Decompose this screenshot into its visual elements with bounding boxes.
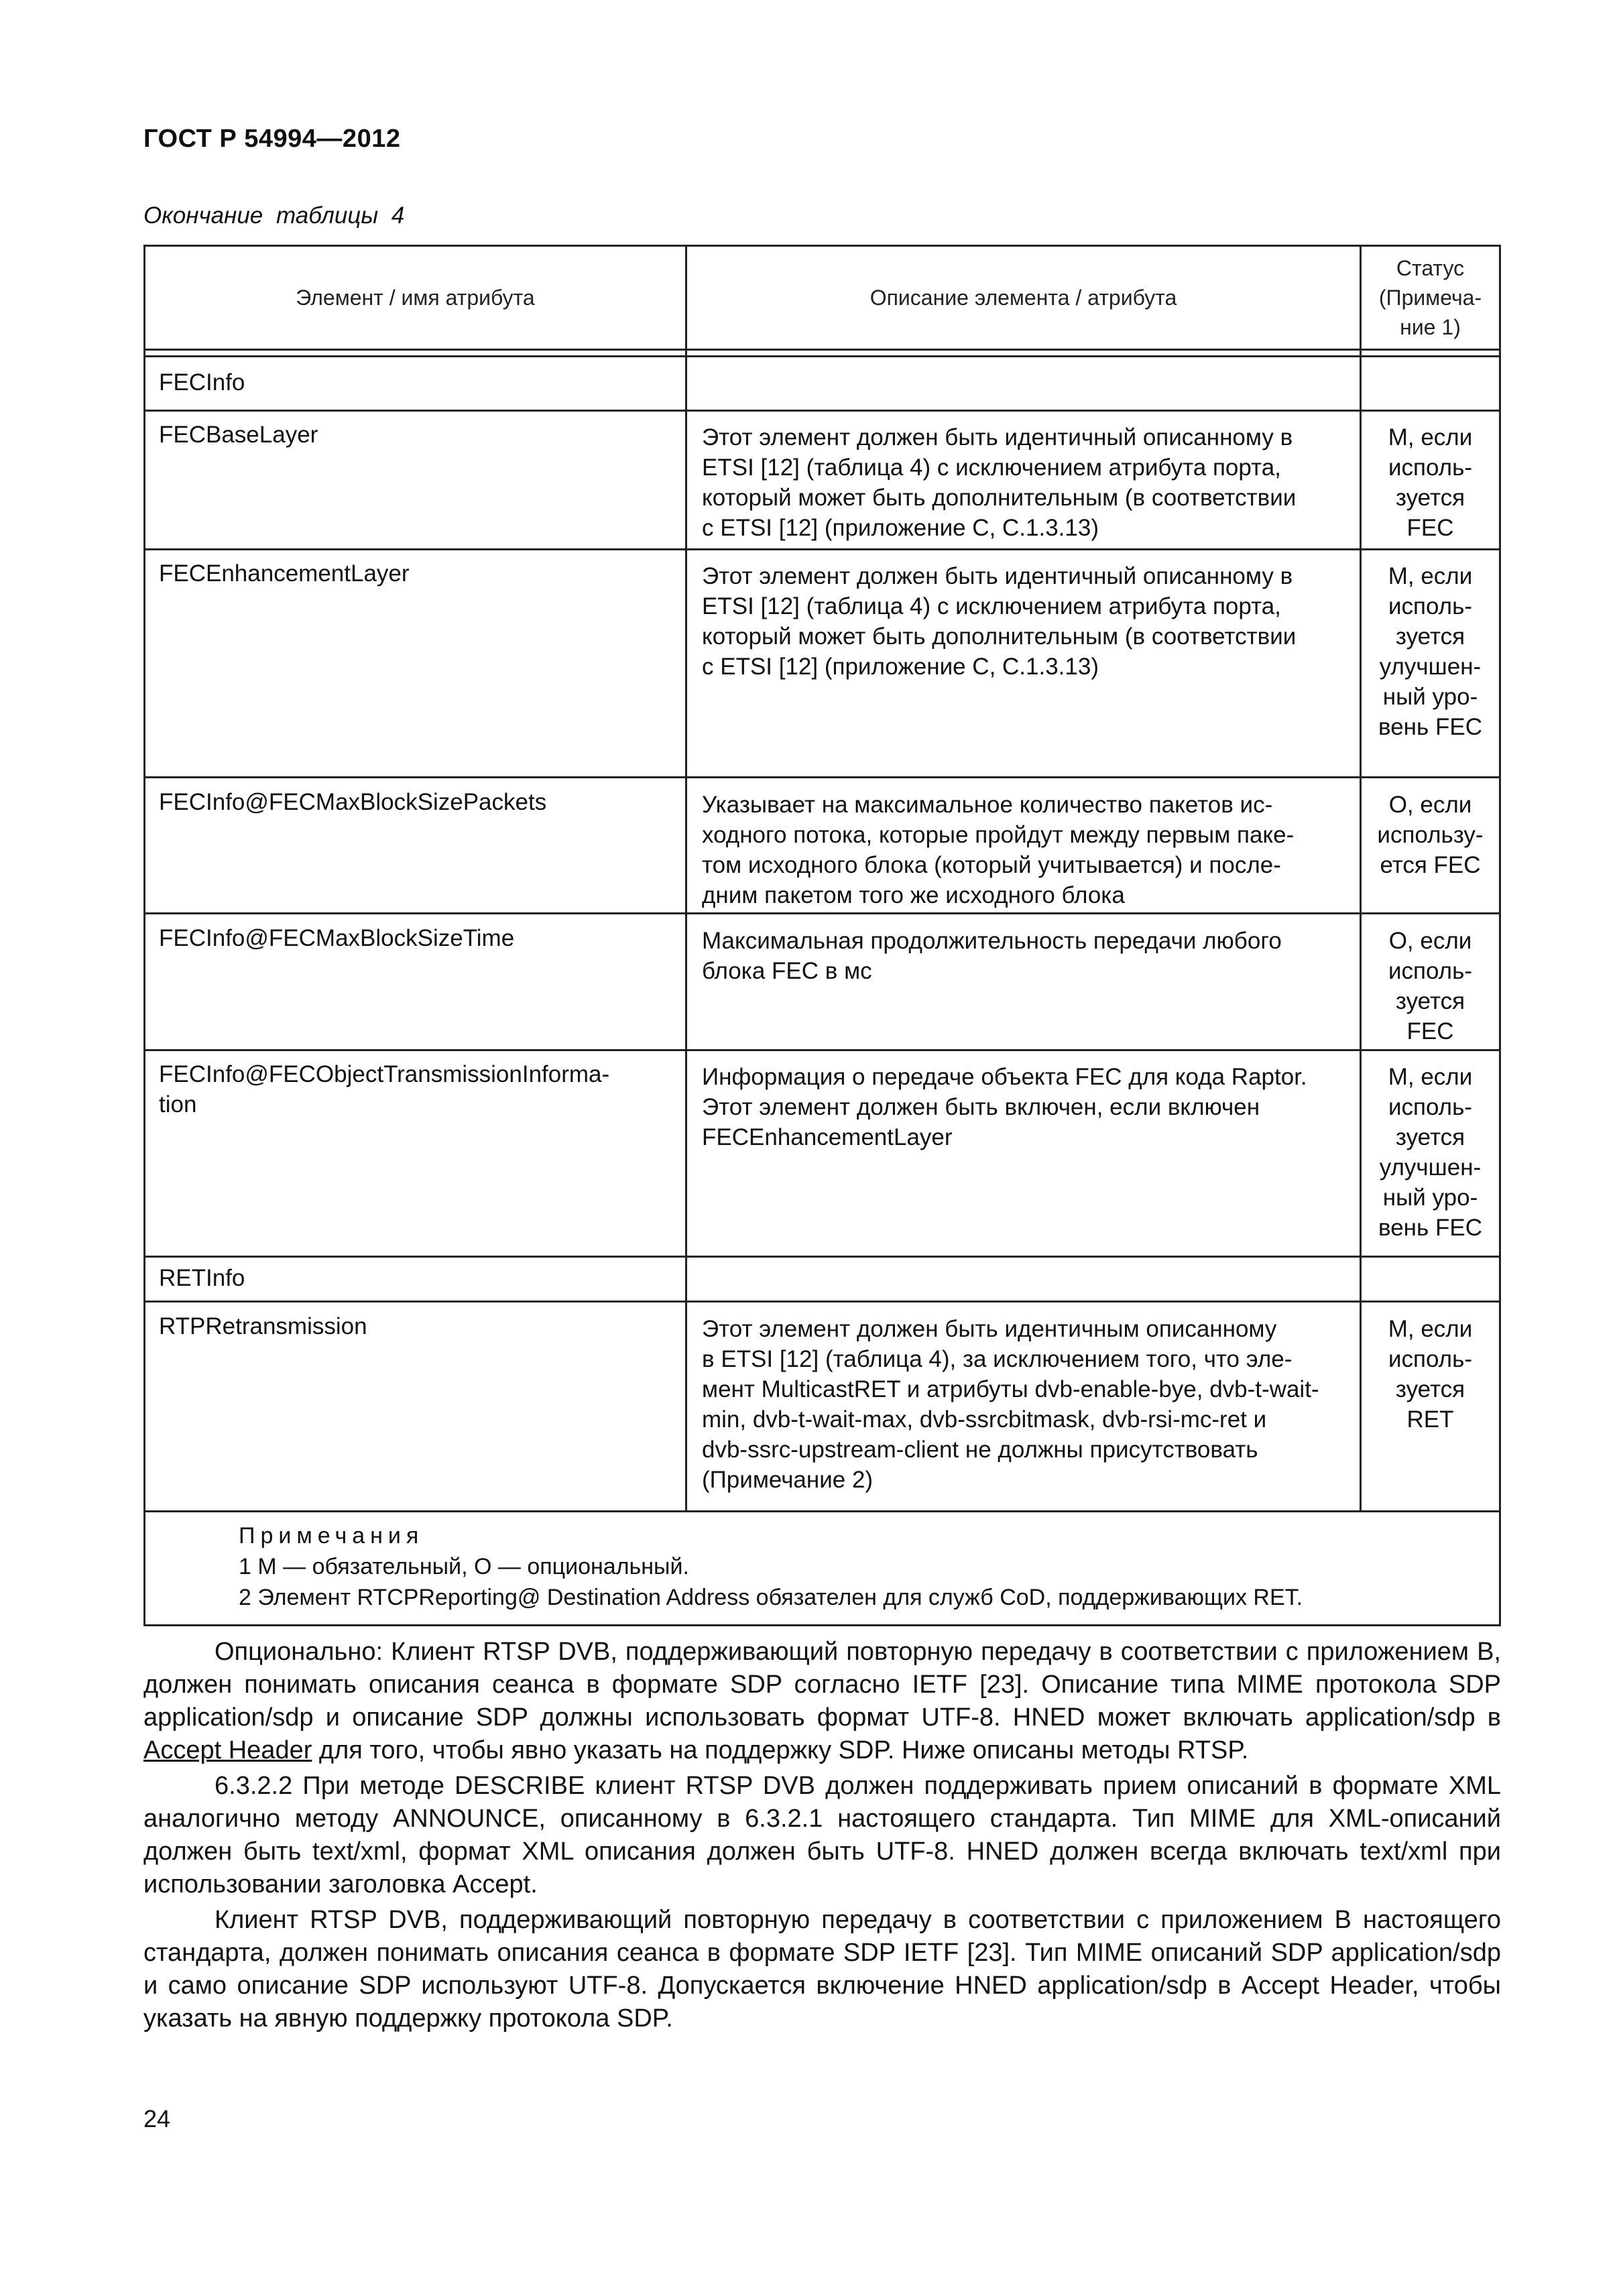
column-divider — [685, 247, 687, 1512]
body-text — [143, 1636, 1501, 2038]
notes-divider — [145, 1510, 1499, 1512]
column-header-status: Статус (Примеча- ние 1) — [1378, 256, 1482, 339]
row-status: M, если исполь- зуется RET — [1388, 1316, 1473, 1433]
row-status: O, если исполь- зуется FEC — [1388, 928, 1472, 1044]
row-divider — [145, 410, 1499, 412]
paragraph: Опционально: Клиент RTSP DVB, поддерживающий повторную передачу в соответствии с приложением B, должен понимать описания сеанса в формате SDP согласно IETF [23]. Описание типа MIME протокола SDP application/sdp и описание SDP должны использовать формат UTF-8. HNED может включать application/sdp в Accept Header для того, чтобы явно указать на поддержку SDP. Ниже описаны методы RTSP. — [143, 1638, 1501, 1764]
paragraph: 6.3.2.2 При методе DESCRIBE клиент RTSP DVB должен поддерживать прием описаний в формате XML аналогично методу ANNOUNCE, описанному в 6.3.2.1 настоящего стандарта. Тип MIME для XML-описаний должен быть text/xml, формат XML описания должен быть UTF-8. HNED должен всегда включать text/xml при использовании заголовка Accept. — [143, 1772, 1501, 1898]
header-divider — [145, 355, 1499, 357]
accept-header-link[interactable]: Accept Header — [143, 1736, 312, 1764]
row-divider — [145, 912, 1499, 914]
row-divider — [145, 1049, 1499, 1051]
row-name: FECInfo@FECMaxBlockSizeTime — [159, 925, 515, 951]
row-description: Информация о передаче объекта FEC для кода Raptor. Этот элемент должен быть включен, если включен FECEnhancementLayer — [702, 1064, 1307, 1150]
table-notes — [239, 1520, 1486, 1613]
row-divider — [145, 1256, 1499, 1258]
row-description: Указывает на максимальное количество пакетов ис- ходного потока, которые пройдут между первым паке- том исходного блока (который учитывается) и после- дним пакетом того же исходного блока — [702, 792, 1295, 908]
data-table — [143, 245, 1501, 1626]
row-name: RETInfo — [159, 1265, 245, 1291]
note-item: 1 M — обязательный, O — опциональный. — [239, 1554, 689, 1579]
row-name: FECInfo — [159, 369, 245, 396]
row-description: Этот элемент должен быть идентичный описанному в ETSI [12] (таблица 4) с исключением атрибута порта, который может быть дополнительным (в соответствии с ETSI [12] (приложение C, C.1.3.13) — [702, 563, 1297, 680]
row-name: FECEnhancementLayer — [159, 560, 410, 587]
row-status: M, если исполь- зуется FEC — [1388, 424, 1473, 541]
row-description: Этот элемент должен быть идентичным описанному в ETSI [12] (таблица 4), за исключением того, что эле- мент MulticastRET и атрибуты dvb-enable-bye, dvb-t-wait- min, dvb-t-wait-max, dvb-ssrcbitmask, dvb-rsi-mc-ret и dvb-ssrc-upstream-client не должны присутствовать (Примечание 2) — [702, 1316, 1319, 1493]
notes-title: Примечания — [239, 1523, 424, 1549]
row-name: FECBaseLayer — [159, 422, 318, 448]
row-status: O, если использу- ется FEC — [1377, 792, 1484, 878]
document-header: ГОСТ Р 54994—2012 — [143, 125, 401, 153]
row-name: RTPRetransmission — [159, 1313, 367, 1339]
column-header-element: Элемент / имя атрибута — [296, 286, 535, 310]
row-status: M, если исполь- зуется улучшен- ный уро- вень FEC — [1378, 1064, 1482, 1241]
row-description: Максимальная продолжительность передачи любого блока FEC в мс — [702, 928, 1282, 984]
row-divider — [145, 1301, 1499, 1303]
row-divider — [145, 776, 1499, 778]
row-divider — [145, 548, 1499, 550]
row-name: FECInfo@FECObjectTransmissionInforma- tion — [159, 1061, 610, 1117]
header-divider — [145, 349, 1499, 351]
column-header-description: Описание элемента / атрибута — [869, 286, 1177, 310]
paragraph: Клиент RTSP DVB, поддерживающий повторную передачу в соответствии с приложением B настоящего стандарта, должен понимать описания сеанса в формате SDP IETF [23]. Тип MIME описаний SDP application/sdp и само описание SDP используют UTF-8. Допускается включение HNED application/sdp в Accept Header, чтобы указать на явную поддержку протокола SDP. — [143, 1906, 1501, 2033]
row-name: FECInfo@FECMaxBlockSizePackets — [159, 789, 547, 815]
table-caption: Окончание таблицы 4 — [143, 202, 405, 229]
note-item: 2 Элемент RTCPReporting@ Destination Address обязателен для служб CoD, поддерживающих RET. — [239, 1585, 1303, 1610]
page-number: 24 — [143, 2105, 171, 2132]
row-status: M, если исполь- зуется улучшен- ный уро- вень FEC — [1378, 563, 1482, 740]
row-description: Этот элемент должен быть идентичный описанному в ETSI [12] (таблица 4) с исключением атрибута порта, который может быть дополнительным (в соответствии с ETSI [12] (приложение C, C.1.3.13) — [702, 424, 1297, 541]
